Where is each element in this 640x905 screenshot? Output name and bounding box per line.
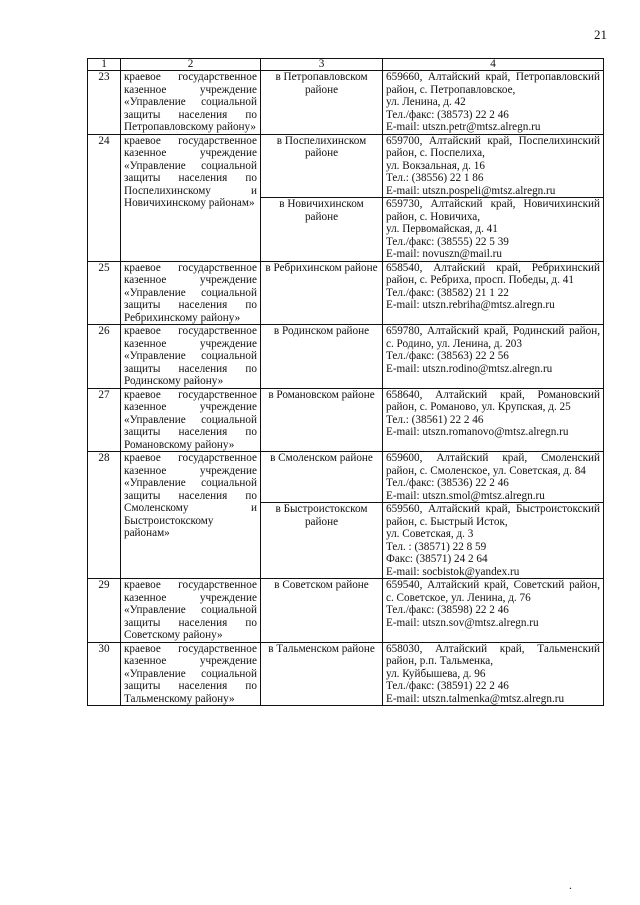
contact-line: E-mail: utszn.pospeli@mtsz.alregn.ru bbox=[386, 184, 556, 197]
column-header: 1 bbox=[88, 59, 121, 71]
contact-cell bbox=[383, 198, 604, 262]
row-number: 25 bbox=[88, 261, 121, 325]
row-number: 23 bbox=[88, 71, 121, 135]
row-number: 29 bbox=[88, 579, 121, 643]
table-row bbox=[88, 325, 604, 389]
column-header: 3 bbox=[261, 59, 383, 71]
district-cell: в Советском районе bbox=[261, 579, 383, 643]
contact-cell bbox=[383, 134, 604, 198]
district-cell: в Поспелихинском районе bbox=[261, 134, 383, 198]
contact-line: E-mail: utszn.sov@mtsz.alregn.ru bbox=[386, 616, 539, 629]
district-cell: в Ребрихинском районе bbox=[261, 261, 383, 325]
contact-line: E-mail: utszn.talmenka@mtsz.alregn.ru bbox=[386, 692, 565, 705]
contact-cell bbox=[383, 71, 604, 135]
contact-cell bbox=[383, 388, 604, 452]
contact-line: Тел./факс: (38555) 22 5 39 bbox=[386, 235, 509, 248]
contact-line: ул. Ленина, д. 42 bbox=[386, 96, 466, 108]
contact-line: E-mail: utszn.smol@mtsz.alregn.ru bbox=[386, 489, 545, 502]
contact-line: 659700, Алтайский край, Поспелихинский район, с. Поспелиха, bbox=[386, 134, 600, 159]
contact-line: Тел./факс: (38598) 22 2 46 bbox=[386, 604, 509, 616]
table-row bbox=[88, 261, 604, 325]
column-header: 2 bbox=[121, 59, 261, 71]
contact-line: Факс: (38571) 24 2 64 bbox=[386, 553, 488, 565]
contact-cell bbox=[383, 503, 604, 579]
contact-line: 659660, Алтайский край, Петропавловский район, с. Петропавловское, bbox=[386, 71, 600, 96]
row-number: 24 bbox=[88, 134, 121, 261]
contact-line: 659600, Алтайский край, Смоленский район, с. Смоленское, ул. Советская, д. 84 bbox=[386, 452, 600, 477]
contact-line: ул. Куйбышева, д. 96 bbox=[386, 667, 486, 680]
district-cell: в Родинском районе bbox=[261, 325, 383, 389]
organization-name: краевое государственное казенное учреждение «Управление социальной защиты населения по Ребрихинскому району» bbox=[121, 261, 261, 325]
district-cell: в Быстроистокском районе bbox=[261, 503, 383, 579]
organization-name: краевое государственное казенное учреждение «Управление социальной защиты населения по Романовскому району» bbox=[121, 388, 261, 452]
district-cell: в Смоленском районе bbox=[261, 452, 383, 503]
contact-line: 659540, Алтайский край, Советский район, с. Советское, ул. Ленина, д. 76 bbox=[386, 579, 600, 604]
contact-line: ул. Первомайская, д. 41 bbox=[386, 223, 498, 235]
contact-line: 659780, Алтайский край, Родинский район, с. Родино, ул. Ленина, д. 203 bbox=[386, 325, 600, 350]
district-cell: в Петропавловском районе bbox=[261, 71, 383, 135]
offices-table bbox=[87, 58, 604, 706]
organization-name: краевое государственное казенное учреждение «Управление социальной защиты населения по Советскому району» bbox=[121, 579, 261, 643]
contact-cell bbox=[383, 325, 604, 389]
contact-line: Тел./факс: (38563) 22 2 56 bbox=[386, 350, 509, 362]
contact-line: E-mail: utszn.petr@mtsz.alregn.ru bbox=[386, 121, 541, 133]
contact-line: Тел./факс: (38573) 22 2 46 bbox=[386, 108, 509, 121]
row-number: 30 bbox=[88, 642, 121, 706]
table-row bbox=[88, 579, 604, 643]
contact-line: Тел.: (38561) 22 2 46 bbox=[386, 413, 484, 426]
organization-name: краевое государственное казенное учреждение «Управление социальной защиты населения по Тальменскому району» bbox=[121, 642, 261, 706]
contact-cell bbox=[383, 642, 604, 706]
contact-cell bbox=[383, 261, 604, 325]
contact-line: Тел./факс: (38591) 22 2 46 bbox=[386, 680, 509, 692]
district-cell: в Новичихинском районе bbox=[261, 198, 383, 262]
table-row bbox=[88, 134, 604, 198]
contact-line: 659730, Алтайский край, Новичихинский район, с. Новичиха, bbox=[386, 198, 600, 223]
column-header: 4 bbox=[383, 59, 604, 71]
contact-line: E-mail: utszn.rodino@mtsz.alregn.ru bbox=[386, 362, 553, 375]
contact-line: ул. Советская, д. 3 bbox=[386, 528, 474, 540]
contact-line: E-mail: socbistok@yandex.ru bbox=[386, 565, 520, 578]
table-row bbox=[88, 388, 604, 452]
contact-line: ул. Вокзальная, д. 16 bbox=[386, 159, 485, 172]
row-number: 28 bbox=[88, 452, 121, 579]
contact-line: E-mail: novuszn@mail.ru bbox=[386, 248, 502, 260]
contact-cell bbox=[383, 579, 604, 643]
contact-line: 658030, Алтайский край, Тальменский район, р.п. Тальменка, bbox=[386, 642, 600, 667]
organization-name: краевое государственное казенное учреждение «Управление социальной защиты населения по Родинскому району» bbox=[121, 325, 261, 389]
district-cell: в Тальменском районе bbox=[261, 642, 383, 706]
contact-line: E-mail: utszn.rebriha@mtsz.alregn.ru bbox=[386, 299, 555, 311]
table-row bbox=[88, 71, 604, 135]
table-header-row bbox=[88, 59, 604, 71]
page-number: 21 bbox=[594, 27, 607, 42]
organization-name: краевое государственное казенное учреждение «Управление социальной защиты населения по Поспелихинскому и Новичихинскому районам» bbox=[121, 134, 261, 261]
contact-line: Тел./факс: (38582) 21 1 22 bbox=[386, 286, 509, 299]
organization-name: краевое государственное казенное учреждение «Управление социальной защиты населения по Смоленскому и Быстроистокскому районам» bbox=[121, 452, 261, 579]
row-number: 27 bbox=[88, 388, 121, 452]
table-row bbox=[88, 642, 604, 706]
table-row bbox=[88, 452, 604, 503]
organization-name: краевое государственное казенное учреждение «Управление социальной защиты населения по Петропавловскому району» bbox=[121, 71, 261, 135]
contact-cell bbox=[383, 452, 604, 503]
district-cell: в Романовском районе bbox=[261, 388, 383, 452]
contact-line: Тел./факс: (38536) 22 2 46 bbox=[386, 477, 509, 489]
contact-line: E-mail: utszn.romanovo@mtsz.alregn.ru bbox=[386, 426, 569, 438]
contact-line: 658640, Алтайский край, Романовский район, с. Романово, ул. Крупская, д. 25 bbox=[386, 388, 600, 413]
contact-line: Тел. : (38571) 22 8 59 bbox=[386, 540, 487, 553]
contact-line: 658540, Алтайский край, Ребрихинский район, с. Ребриха, просп. Победы, д. 41 bbox=[386, 261, 600, 286]
row-number: 26 bbox=[88, 325, 121, 389]
contact-line: 659560, Алтайский край, Быстроистокский район, с. Быстрый Исток, bbox=[386, 503, 600, 528]
footer-mark: . bbox=[569, 878, 572, 892]
contact-line: Тел.: (38556) 22 1 86 bbox=[386, 172, 484, 184]
